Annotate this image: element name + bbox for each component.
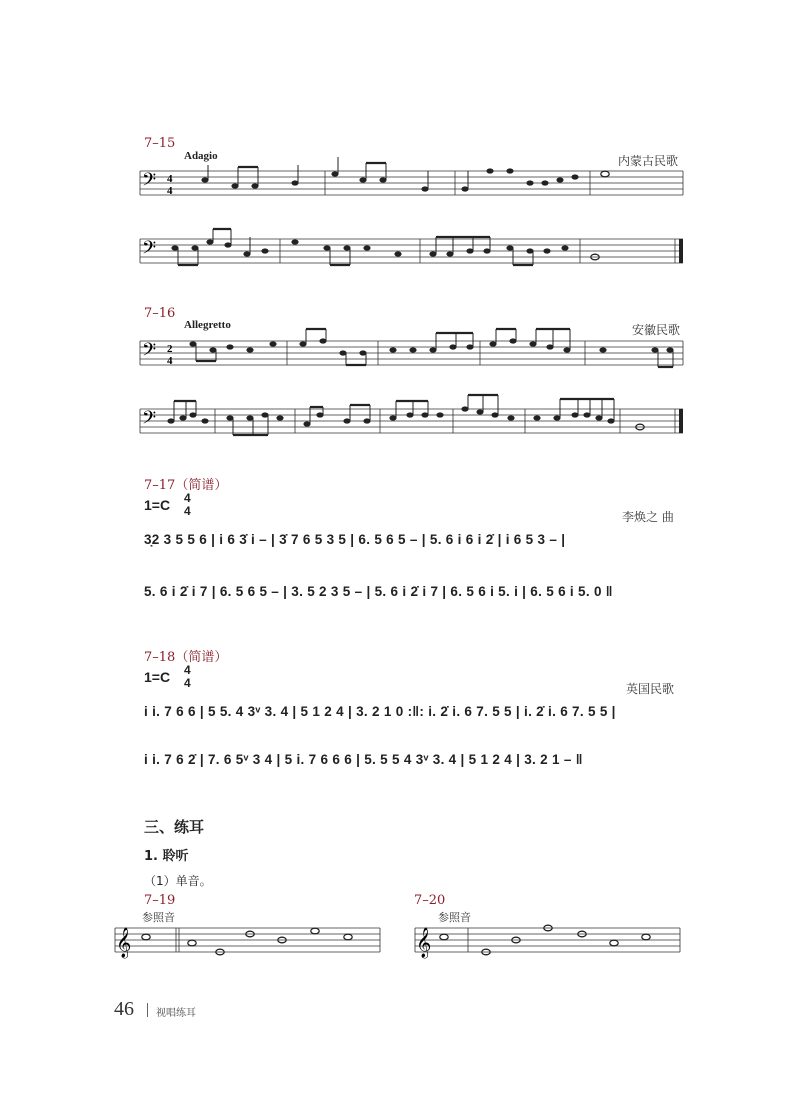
svg-text:𝄞: 𝄞 bbox=[416, 928, 432, 958]
song-source: 内蒙古民歌 bbox=[618, 154, 679, 168]
svg-text:𝄢: 𝄢 bbox=[142, 408, 157, 433]
svg-text:𝄢: 𝄢 bbox=[142, 170, 157, 195]
song-source: 英国民歌 bbox=[626, 682, 675, 696]
example-label-7-15: 7–15 bbox=[144, 136, 176, 151]
time-sig-top: 2 bbox=[167, 343, 173, 355]
reference-tone-label: 参照音 bbox=[438, 911, 471, 924]
svg-text:𝄢: 𝄢 bbox=[142, 238, 157, 263]
svg-text:𝄢: 𝄢 bbox=[142, 340, 157, 365]
example-label-7-16: 7–16 bbox=[144, 306, 176, 321]
bass-staff-7-16-system-2 bbox=[135, 403, 685, 443]
reference-tone-label: 参照音 bbox=[142, 911, 175, 924]
time-sig-bottom: 4 bbox=[167, 185, 173, 197]
jianpu-line-1: i i. 7 6 6 | 5 5. 4 3ᵛ 3. 4 | 5 1 2 4 | 3. 2 1 0 :‖: i. 2̇ i. 6 7. 5 5 | i. 2̇ i. 6 7. 5 5 | bbox=[144, 704, 616, 719]
bass-staff-7-15-system-1 bbox=[135, 165, 685, 205]
key-signature: 1=C bbox=[144, 497, 171, 513]
jianpu-line-2: 5. 6 i 2̇ i 7 | 6. 5 6 5 – | 3. 5 2 3 5 – | 5. 6 i 2̇ i 7 | 6. 5 6 i 5. i | 6. 5 6 i 5. 0 ‖ bbox=[144, 584, 613, 599]
jianpu-line-1: 3̣2 3 5 5 6 | i 6 3̇ i – | 3̇ 7 6 5 3 5 | 6. 5 6 5 – | 5. 6 i 6 i 2̇ | i 6 5 3 – | bbox=[144, 532, 566, 547]
item-label: （1）单音。 bbox=[144, 874, 212, 888]
subsection-heading: 1. 聆听 bbox=[144, 849, 189, 864]
example-label-7-20: 7–20 bbox=[414, 893, 446, 908]
composer: 李焕之 曲 bbox=[622, 510, 674, 524]
time-sig-bottom: 4 bbox=[184, 676, 191, 690]
tempo-marking: Allegretto bbox=[184, 319, 231, 331]
section-heading: 三、练耳 bbox=[144, 818, 205, 836]
page-number: 46 bbox=[114, 998, 134, 1020]
key-signature: 1=C bbox=[144, 669, 171, 685]
svg-text:𝄞: 𝄞 bbox=[116, 928, 132, 958]
time-sig-top: 4 bbox=[184, 491, 191, 505]
footer-divider bbox=[147, 1003, 148, 1017]
example-label-7-17: 7–17（简谱） bbox=[144, 478, 228, 493]
bass-staff-7-15-system-2 bbox=[135, 233, 685, 273]
tempo-marking: Adagio bbox=[184, 150, 218, 162]
example-label-7-19: 7–19 bbox=[144, 893, 176, 908]
example-label-7-18: 7–18（简谱） bbox=[144, 650, 228, 665]
bass-staff-7-16-system-1 bbox=[135, 335, 685, 375]
book-title: 视唱练耳 bbox=[156, 1008, 196, 1019]
jianpu-line-2: i i. 7 6 2̇ | 7. 6 5ᵛ 3 4 | 5 i. 7 6 6 6 | 5. 5 5 4 3ᵛ 3. 4 | 5 1 2 4 | 3. 2 1 – ‖ bbox=[144, 752, 583, 767]
time-sig-bottom: 4 bbox=[167, 355, 173, 367]
time-sig-top: 4 bbox=[167, 173, 173, 185]
treble-staff-7-20 bbox=[410, 920, 685, 960]
time-sig-top: 4 bbox=[184, 663, 191, 677]
treble-staff-7-19 bbox=[110, 920, 385, 960]
song-source: 安徽民歌 bbox=[632, 323, 681, 337]
time-sig-bottom: 4 bbox=[184, 504, 191, 518]
